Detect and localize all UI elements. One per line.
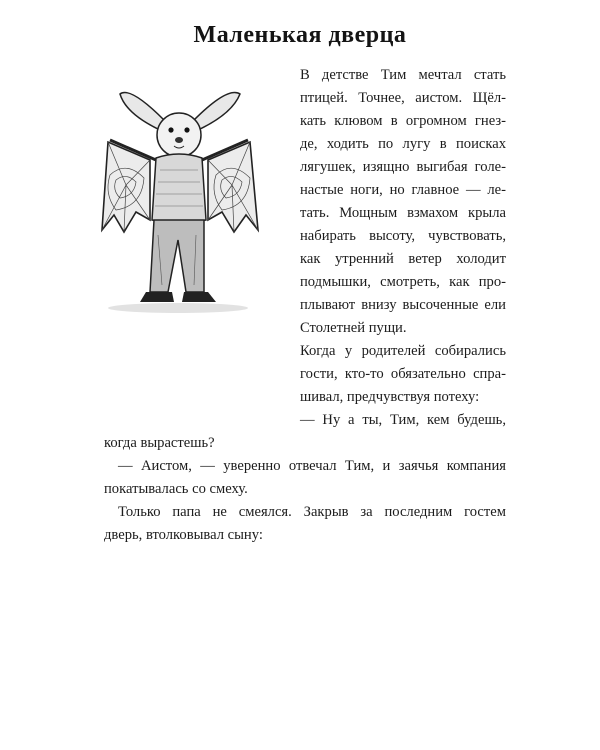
text-line: плывают внизу высоченные ели — [300, 297, 506, 313]
bat-winged-hare-illustration — [90, 80, 280, 330]
text-line: подмышки, смотреть, как про- — [300, 274, 506, 290]
text-line: дверь, втолковывал сыну: — [104, 527, 263, 543]
text-line: гости, кто-то обязательно спра- — [300, 366, 506, 382]
text-line: кать клювом в огромном гнез- — [300, 113, 506, 129]
text-line: Когда у родителей собирались — [300, 343, 506, 359]
text-line: Столетней пущи. — [300, 320, 407, 336]
text-line: настые ноги, но главное — ле- — [300, 182, 506, 198]
text-line: когда вырастешь? — [104, 435, 215, 451]
text-line: лягушек, изящно выгибая голе- — [300, 159, 506, 175]
text-line: В детстве Тим мечтал стать — [300, 67, 506, 83]
chapter-title: Маленькая дверца — [193, 22, 407, 48]
text-line: покатывалась со смеху. — [104, 481, 248, 497]
text-line: шивал, предчувствуя потеху: — [300, 389, 480, 405]
text-line: де, ходить по лугу в поисках — [300, 136, 506, 152]
illustration-drawing — [90, 80, 280, 330]
text-line: — Ну а ты, Тим, кем будешь, — [300, 412, 506, 428]
text-line: — Аистом, — уверенно отвечал Тим, и заячья компания — [118, 458, 506, 474]
text-line: набирать высоту, чувствовать, — [300, 228, 506, 244]
text-line: Только папа не смеялся. Закрыв за последним гостем — [118, 504, 506, 520]
text-line: тать. Мощным взмахом крыла — [300, 205, 506, 221]
text-line: птицей. Точнее, аистом. Щёл- — [300, 90, 506, 106]
text-line: как утренний ветер холодит — [300, 251, 506, 267]
